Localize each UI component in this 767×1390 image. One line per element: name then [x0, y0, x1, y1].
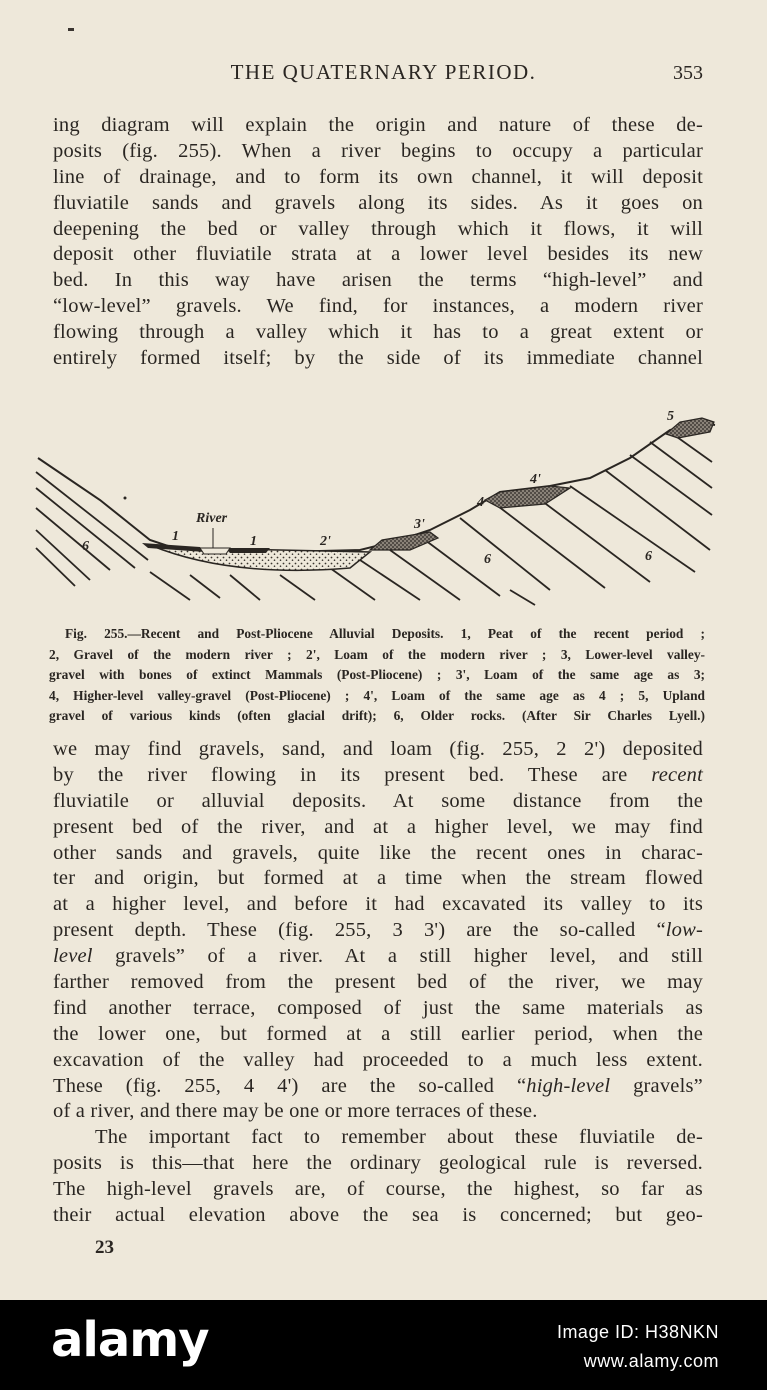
- label-1a: 1: [172, 529, 179, 544]
- text-line: These (fig. 255, 4 4') are the so-called “high-level gravels”: [53, 1074, 703, 1097]
- text-line: their actual elevation above the sea is concerned; but geo-: [53, 1204, 703, 1227]
- image-id: Image ID: H38NKN: [556, 1322, 719, 1342]
- page-number: 353: [673, 62, 703, 84]
- ink-mark: [68, 28, 74, 31]
- caption-line: 2, Gravel of the modern river ; 2', Loam of the modern river ; 3, Lower-level valley-: [49, 646, 705, 662]
- text-line: the lower one, but formed at a still earlier period, when the: [53, 1022, 703, 1045]
- text-line: at a higher level, and before it had excavated its valley to its: [53, 893, 703, 916]
- label-river: River: [196, 511, 228, 526]
- text-line: level gravels” of a river. At a still higher level, and still: [53, 945, 703, 968]
- label-5: 5: [667, 409, 674, 424]
- label-3p: 3': [414, 517, 425, 532]
- valley-diagram: [30, 400, 720, 615]
- signature-mark: 23: [95, 1237, 114, 1258]
- lower-terrace-3: [370, 532, 438, 550]
- text-line: by the river flowing in its present bed. These are recent: [53, 763, 703, 786]
- site-url: www.alamy.com: [583, 1351, 719, 1371]
- text-line: excavation of the valley had proceeded to a much less extent.: [53, 1048, 703, 1071]
- text-line: flowing through a valley which it has to a great extent or: [53, 321, 703, 344]
- river-channel: [200, 548, 230, 554]
- text-line: line of drainage, and to form its own channel, it will deposit: [53, 165, 703, 188]
- label-6c: 6: [645, 549, 652, 564]
- caption-line: gravel of various kinds (often glacial drift); 6, Older rocks. (After Sir Charles Lyell.): [49, 708, 705, 723]
- text-line: fluviatile sands and gravels along its sides. As it goes on: [53, 191, 703, 214]
- text-line: entirely formed itself; by the side of its immediate channel: [53, 347, 703, 370]
- text-line: The important fact to remember about these fluviatile de-: [95, 1126, 703, 1149]
- text-line: we may find gravels, sand, and loam (fig. 255, 2 2') deposited: [53, 738, 703, 760]
- text-line: deposit other fluviatile strata at a lower level besides its new: [53, 243, 703, 266]
- alamy-logo: alamy: [51, 1312, 209, 1368]
- text-line: farther removed from the present bed of the river, we may: [53, 971, 703, 994]
- figure-caption: [49, 624, 705, 727]
- higher-terrace-4: [485, 486, 570, 508]
- text-line: posits (fig. 255). When a river begins to occupy a particular: [53, 139, 703, 162]
- text-line: other sands and gravels, quite like the recent ones in charac-: [53, 841, 703, 864]
- paragraph-2: [53, 737, 703, 1229]
- running-title: THE QUATERNARY PERIOD.: [230, 60, 537, 84]
- text-line: “low-level” gravels. We find, for instances, a modern river: [53, 295, 703, 318]
- text-line: fluviatile or alluvial deposits. At some distance from the: [53, 789, 703, 812]
- text-line: posits is this—that here the ordinary geological rule is reversed.: [53, 1152, 703, 1175]
- text-line: The high-level gravels are, of course, the highest, so far as: [53, 1178, 703, 1201]
- text-line: of a river, and there may be one or more terraces of these.: [53, 1100, 538, 1123]
- label-1b: 1: [250, 534, 257, 549]
- figure-255-cross-section: [30, 400, 720, 615]
- label-4: 4: [477, 495, 484, 510]
- peat-deposit-1b: [226, 548, 270, 553]
- caption-line: gravel with bones of extinct Mammals (Post-Pliocene) ; 3', Loam of the same age as 3;: [49, 667, 705, 682]
- text-line: bed. In this way have arisen the terms “high-level” and: [53, 269, 703, 292]
- caption-line: 4, Higher-level valley-gravel (Post-Pliocene) ; 4', Loam of the same age as 4 ; 5, Upland: [49, 687, 705, 703]
- text-line: present depth. These (fig. 255, 3 3') are the so-called “low-: [53, 919, 703, 942]
- ground-profile: [38, 422, 715, 552]
- label-2p: 2': [320, 534, 331, 549]
- running-header: [0, 60, 767, 90]
- watermark-band: [0, 1300, 767, 1390]
- text-line: find another terrace, composed of just the same materials as: [53, 996, 703, 1019]
- older-rock-strata: [36, 432, 712, 605]
- label-6a: 6: [82, 539, 89, 554]
- text-line: ter and origin, but formed at a time when the stream flowed: [53, 867, 703, 890]
- text-line: deepening the bed or valley through which it flows, it will: [53, 217, 703, 240]
- label-6b: 6: [484, 552, 491, 567]
- text-line: present bed of the river, and at a higher level, we may find: [53, 815, 703, 838]
- label-4p: 4': [530, 472, 541, 487]
- caption-line: Fig. 255.—Recent and Post-Pliocene Alluvial Deposits. 1, Peat of the recent period ;: [65, 626, 705, 641]
- paragraph-1: [53, 113, 703, 372]
- text-line: ing diagram will explain the origin and nature of these de-: [53, 114, 703, 136]
